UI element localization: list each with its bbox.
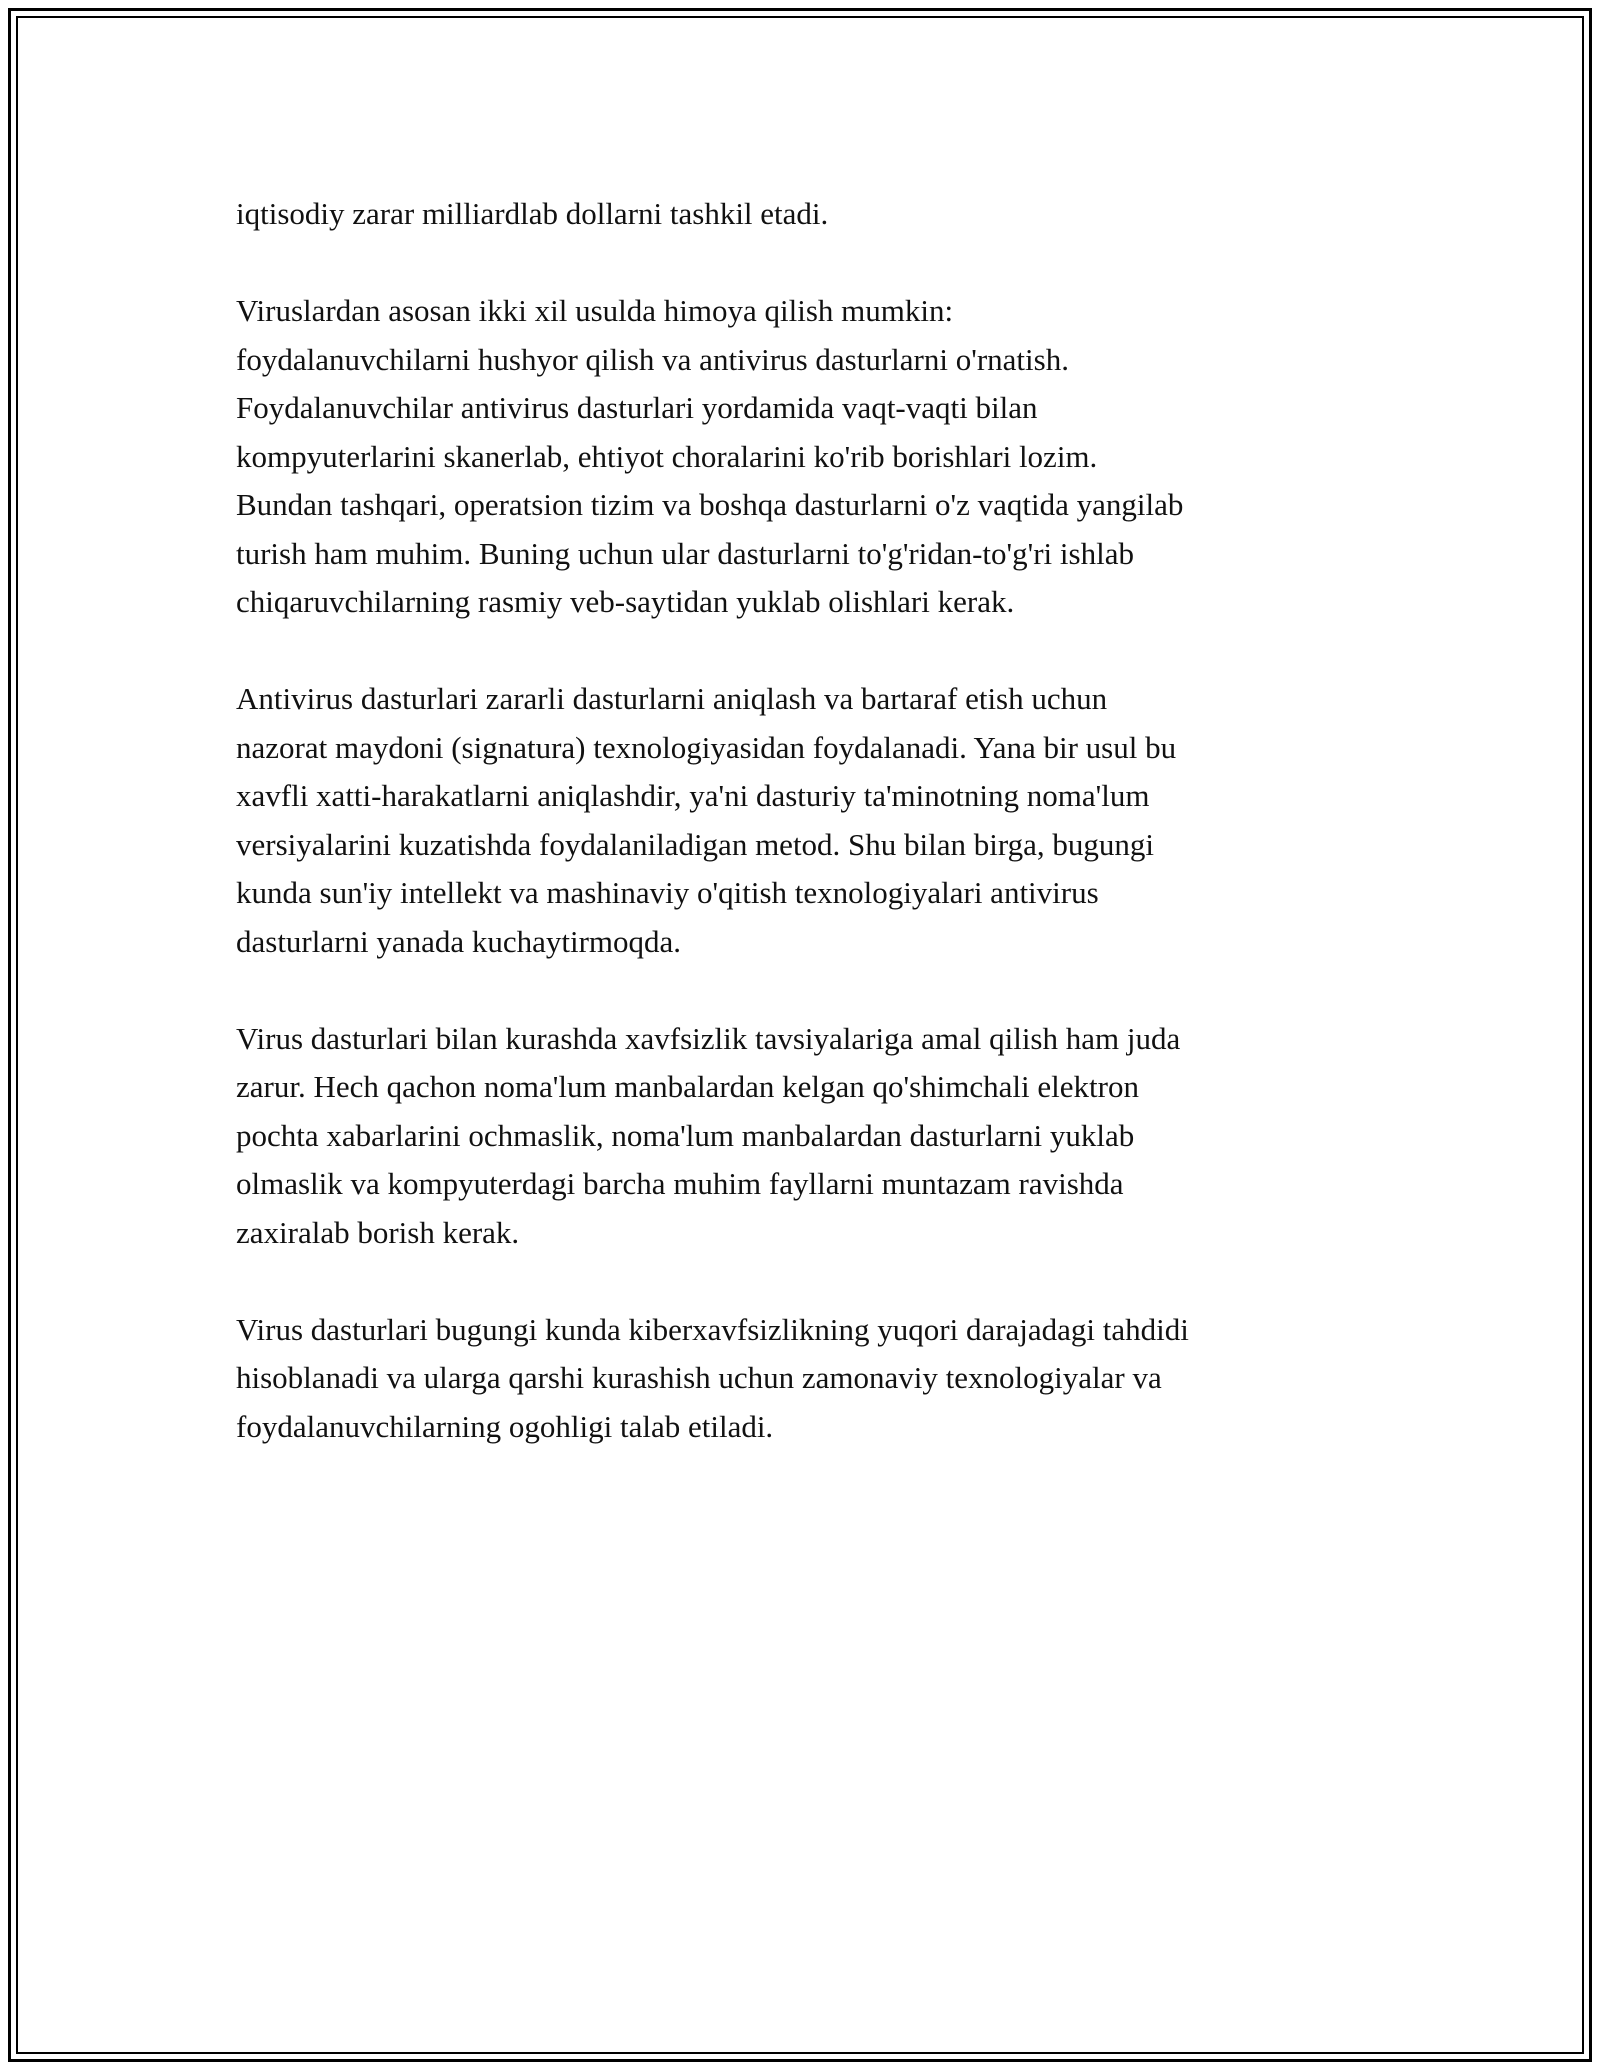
- paragraph-1: iqtisodiy zarar milliardlab dollarni tashkil etadi.: [236, 196, 829, 231]
- paragraph-5: Virus dasturlari bugungi kunda kiberxavfsizlikning yuqori darajadagi tahdidi hisoblanadi va ularga qarshi kurashish uchun zamonaviy texnologiyalar va foydalanuvchilarning ogohligi talab etiladi.: [236, 1311, 1189, 1444]
- document-body: [236, 190, 1376, 1451]
- paragraph-3: Antivirus dasturlari zararli dasturlarni aniqlash va bartaraf etish uchun nazorat maydoni (signatura) texnologiyasidan foydalanadi. Yana bir usul bu xavfli xatti-harakatlarni aniqlashdir, ya'ni dasturiy ta'minotning noma'lum versiyalarini kuzatishda foydalaniladigan metod. Shu bilan birga, bugungi kunda sun'iy intellekt va mashinaviy o'qitish texnologiyalari antivirus dasturlarni yanada kuchaytirmoqda.: [236, 681, 1177, 959]
- paragraph-4: Virus dasturlari bilan kurashda xavfsizlik tavsiyalariga amal qilish ham juda zarur. Hech qachon noma'lum manbalardan kelgan qo'shimchali elektron pochta xabarlarini ochmaslik, noma'lum manbalardan dasturlarni yuklab olmaslik va kompyuterdagi barcha muhim fayllarni muntazam ravishda zaxiralab borish kerak.: [236, 1020, 1181, 1250]
- paragraph-2: Viruslardan asosan ikki xil usulda himoya qilish mumkin: foydalanuvchilarni hushyor qilish va antivirus dasturlarni o'rnatish. Foydalanuvchilar antivirus dasturlari yordamida vaqt-vaqti bilan kompyuterlarini skanerlab, ehtiyot choralarini ko'rib borishlari lozim. Bundan tashqari, operatsion tizim va boshqa dasturlarni o'z vaqtida yangilab turish ham muhim. Buning uchun ular dasturlarni to'g'ridan-to'g'ri ishlab chiqaruvchilarning rasmiy veb-saytidan yuklab olishlari kerak.: [236, 293, 1184, 619]
